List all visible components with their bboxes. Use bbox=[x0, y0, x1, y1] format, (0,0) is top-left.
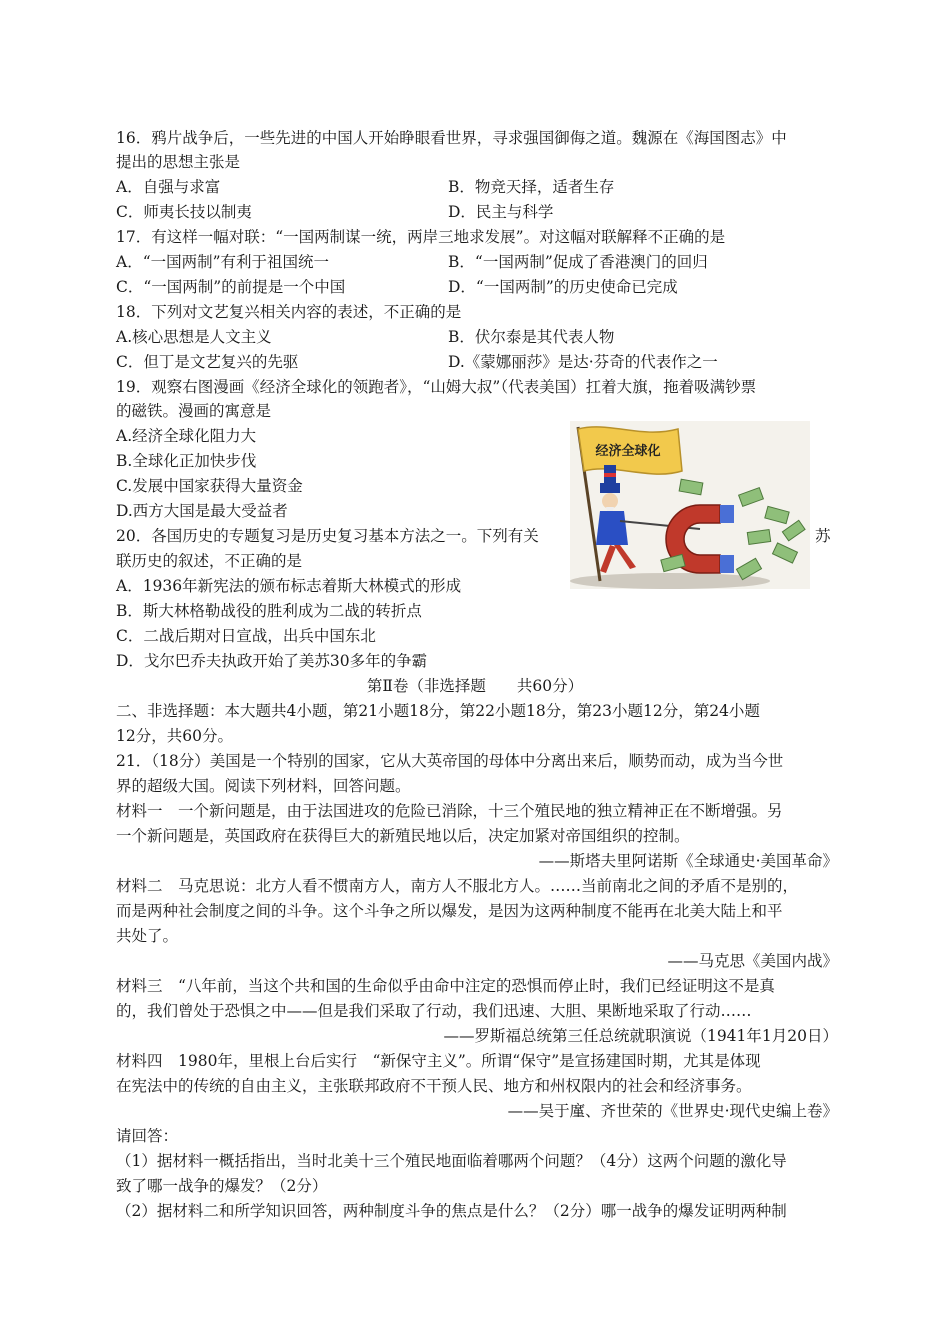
q18-option-d: D.《蒙娜丽莎》是达·芬奇的代表作之一 bbox=[448, 353, 718, 371]
q19-option-d: D.西方大国是最大受益者 bbox=[116, 502, 288, 520]
globalization-cartoon bbox=[570, 421, 810, 589]
q21-sub1-line2: 致了哪一战争的爆发？（2分） bbox=[116, 1177, 328, 1195]
q21-material1-source: ——斯塔夫里阿诺斯《全球通史·美国革命》 bbox=[538, 852, 838, 870]
q20-option-b: B．斯大林格勒战役的胜利成为二战的转折点 bbox=[116, 602, 422, 620]
q20-stem-line1: 20．各国历史的专题复习是历史复习基本方法之一。下列有关 bbox=[116, 527, 539, 545]
q16-option-a: A．自强与求富 bbox=[116, 178, 221, 196]
q21-ask: 请回答： bbox=[116, 1127, 179, 1145]
q21-sub1-line1: （1）据材料一概括指出，当时北美十三个殖民地面临着哪两个问题？（4分）这两个问题的激化导 bbox=[116, 1152, 787, 1170]
q16-option-d: D．民主与科学 bbox=[448, 203, 554, 221]
q18-stem: 18．下列对文艺复兴相关内容的表述，不正确的是 bbox=[116, 303, 462, 321]
q20-stem-line2: 联历史的叙述，不正确的是 bbox=[116, 552, 303, 570]
q17-option-b: B．“一国两制”促成了香港澳门的回归 bbox=[448, 253, 708, 271]
q16-option-c: C．师夷长技以制夷 bbox=[116, 203, 252, 221]
q16-stem-line2: 提出的思想主张是 bbox=[116, 153, 241, 171]
q19-option-a: A.经济全球化阻力大 bbox=[116, 427, 257, 445]
q19-stem-line1: 19．观察右图漫画《经济全球化的领跑者》，“山姆大叔”（代表美国）扛着大旗，拖着吸满钞票 bbox=[116, 378, 757, 396]
q21-sub2-line1: （2）据材料二和所学知识回答，两种制度斗争的焦点是什么？（2分）哪一战争的爆发证明两种制 bbox=[116, 1202, 787, 1220]
q21-material2-line3: 共处了。 bbox=[116, 927, 179, 945]
q21-material4-line2: 在宪法中的传统的自由主义，主张联邦政府不干预人民、地方和州权限内的社会和经济事务。 bbox=[116, 1077, 752, 1095]
q21-material2-line1: 材料二 马克思说：北方人看不惯南方人，南方人不服北方人。……当前南北之间的矛盾不是别的， bbox=[116, 877, 799, 895]
q21-material3-line1: 材料三 “八年前，当这个共和国的生命似乎由命中注定的恐惧而停止时，我们已经证明这不是真 bbox=[116, 977, 775, 995]
q21-stem-line1: 21．（18分）美国是一个特别的国家，它从大英帝国的母体中分离出来后，顺势而动，成为当今世 bbox=[116, 752, 784, 770]
q21-material3-source: ——罗斯福总统第三任总统就职演说（1941年1月20日） bbox=[443, 1027, 838, 1045]
q18-option-b: B．伏尔泰是其代表人物 bbox=[448, 328, 615, 346]
q20-option-a: A．1936年新宪法的颁布标志着斯大林模式的形成 bbox=[116, 577, 462, 595]
part2-intro-line2: 12分，共60分。 bbox=[116, 727, 233, 745]
q21-material3-line2: 的，我们曾处于恐惧之中——但是我们采取了行动，我们迅速、大胆、果断地采取了行动…… bbox=[116, 1002, 752, 1020]
q16-stem-line1: 16．鸦片战争后，一些先进的中国人开始睁眼看世界，寻求强国御侮之道。魏源在《海国图志》中 bbox=[116, 129, 787, 147]
q21-material2-source: ——马克思《美国内战》 bbox=[667, 952, 838, 970]
q20-stem-line1-end: 苏 bbox=[815, 527, 831, 545]
q18-option-a: A.核心思想是人文主义 bbox=[116, 328, 272, 346]
cartoon-flag-text: 经济全球化 bbox=[595, 444, 661, 459]
q21-material1-line2: 一个新问题是，英国政府在获得巨大的新殖民地以后，决定加紧对帝国组织的控制。 bbox=[116, 827, 690, 845]
q17-option-c: C．“一国两制”的前提是一个中国 bbox=[116, 278, 346, 296]
q16-option-b: B．物竞天择，适者生存 bbox=[448, 178, 615, 196]
q21-material4-line1: 材料四 1980年，里根上台后实行 “新保守主义”。所谓“保守”是宣扬建国时期，尤其是体现 bbox=[116, 1052, 761, 1070]
cartoon-illustration bbox=[570, 421, 810, 589]
q21-stem-line2: 界的超级大国。阅读下列材料，回答问题。 bbox=[116, 777, 411, 795]
part2-intro-line1: 二、非选择题：本大题共4小题，第21小题18分，第22小题18分，第23小题12分，第24小题 bbox=[116, 702, 760, 720]
q17-stem: 17．有这样一幅对联：“一国两制谋一统，两岸三地求发展”。对这幅对联解释不正确的是 bbox=[116, 228, 726, 246]
q17-option-a: A．“一国两制”有利于祖国统一 bbox=[116, 253, 330, 271]
part2-title: 第Ⅱ卷（非选择题 共60分） bbox=[366, 677, 584, 695]
q19-option-c: C.发展中国家获得大量资金 bbox=[116, 477, 303, 495]
q21-material2-line2: 而是两种社会制度之间的斗争。这个斗争之所以爆发，是因为这两种制度不能再在北美大陆上和平 bbox=[116, 902, 783, 920]
q20-option-c: C．二战后期对日宣战，出兵中国东北 bbox=[116, 627, 376, 645]
q19-stem-line2: 的磁铁。漫画的寓意是 bbox=[116, 402, 272, 420]
q17-option-d: D．“一国两制”的历史使命已完成 bbox=[448, 278, 678, 296]
q18-option-c: C．但丁是文艺复兴的先驱 bbox=[116, 353, 299, 371]
q20-option-d: D．戈尔巴乔夫执政开始了美苏30多年的争霸 bbox=[116, 652, 428, 670]
q19-option-b: B.全球化正加快步伐 bbox=[116, 452, 257, 470]
q21-material4-source: ——吴于廑、齐世荣的《世界史·现代史编上卷》 bbox=[507, 1102, 838, 1120]
q21-material1-line1: 材料一 一个新问题是，由于法国进攻的危险已消除，十三个殖民地的独立精神正在不断增强。另 bbox=[116, 802, 783, 820]
